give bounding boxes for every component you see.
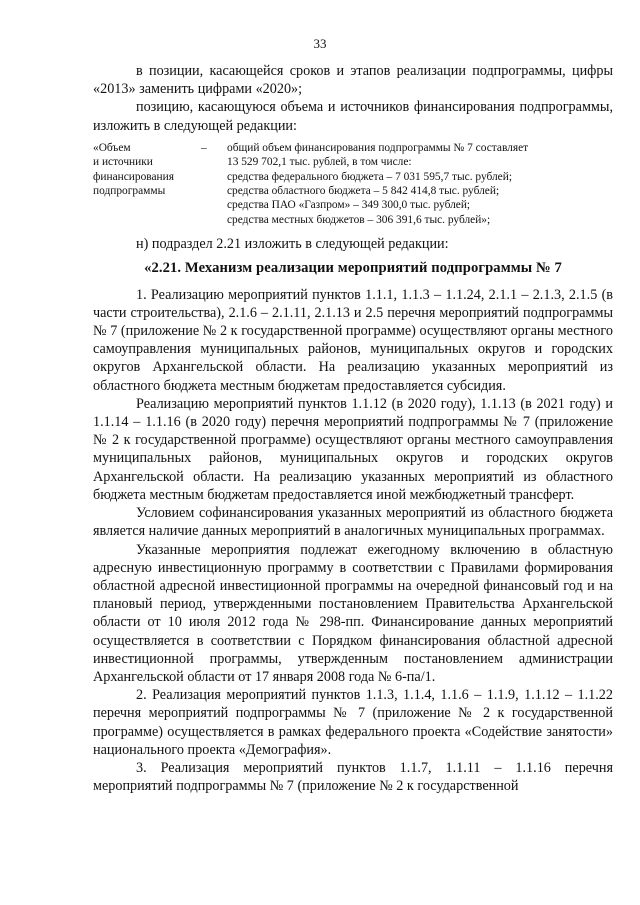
page-number: 33 <box>313 36 327 51</box>
finance-table-dash: – <box>201 141 207 154</box>
finance-table-values <box>227 141 613 227</box>
label-line: подпрограммы <box>93 185 166 198</box>
value-line: общий объем финансирования подпрограммы № 7 составляет <box>227 141 529 154</box>
finance-table <box>93 141 613 227</box>
section-heading: «2.21. Механизм реализации мероприятий подпрограммы № 7 <box>144 260 562 277</box>
document-body <box>93 62 613 795</box>
body-paragraph: 1. Реализацию мероприятий пунктов 1.1.1, 1.1.3 – 1.1.24, 2.1.1 – 2.1.3, 2.1.5 (в части строительства), 2.1.6 – 2.1.11, 2.1.13 и 2.5 перечня мероприятий подпрограммы № 7 (приложение № 2 к государственной программе) осуществляют органы местного самоуправления муниципальных районов, муниципальных округов и городских округов Архангельской области. На реализацию указанных мероприятий из областного бюджета местным бюджетам предоставляется субсидия. <box>93 286 613 394</box>
body-paragraph: Указанные мероприятия подлежат ежегодному включению в областную адресную инвестиционную программу в соответствии с Правилами формирования областной адресной инвестиционной программы на очередной финансовый год и на плановый период, утвержденными постановлением Правительства Архангельской области от 10 июля 2012 года № 298-пп. Финансирование данных мероприятий осуществляется в соответствии с Порядком финансирования областной адресной инвестиционной программы, утвержденным постановлением администрации Архангельской области от 17 января 2008 года № 6-па/1. <box>93 541 613 685</box>
body-paragraph: Реализацию мероприятий пунктов 1.1.12 (в 2020 году), 1.1.13 (в 2021 году) и 1.1.14 – 1.1.16 (в 2020 году) перечня мероприятий подпрограммы № 7 (приложение № 2 к государственной программе) осуществляют органы местного самоуправления муниципальных районов, муниципальных округов и городских округов Архангельской области. На реализацию указанных мероприятий из областного бюджета местным бюджетам предоставляется иной межбюджетный трансферт. <box>93 395 613 503</box>
subsection-note: н) подраздел 2.21 изложить в следующей редакции: <box>136 236 449 253</box>
label-line: «Объем <box>93 141 131 154</box>
body-paragraph: 2. Реализация мероприятий пунктов 1.1.3, 1.1.4, 1.1.6 – 1.1.9, 1.1.12 – 1.1.22 перечня мероприятий подпрограммы № 7 (приложение № 2 к государственной программе) осуществляется в рамках федерального проекта «Содействие занятости» национального проекта «Демография». <box>93 687 613 758</box>
body-paragraph: 3. Реализация мероприятий пунктов 1.1.7, 1.1.11 – 1.1.16 перечня мероприятий подпрограммы № 7 (приложение № 2 к государственной <box>93 759 613 795</box>
label-line: финансирования <box>93 170 174 183</box>
value-line: средства областного бюджета – 5 842 414,8 тыс. рублей; <box>227 185 500 198</box>
finance-table-label <box>93 141 201 227</box>
value-line: средства ПАО «Газпром» – 349 300,0 тыс. рублей; <box>227 199 471 212</box>
body-paragraph: Условием софинансирования указанных мероприятий из областного бюджета является наличие данных мероприятий в аналогичных муниципальных программах. <box>93 505 613 540</box>
intro-paragraph-2: позицию, касающуюся объема и источников финансирования подпрограммы, изложить в следующей редакции: <box>93 99 613 134</box>
value-line: 13 529 702,1 тыс. рублей, в том числе: <box>227 156 412 169</box>
value-line: средства федерального бюджета – 7 031 595,7 тыс. рублей; <box>227 170 513 183</box>
value-line: средства местных бюджетов – 306 391,6 тыс. рублей»; <box>227 213 491 226</box>
label-line: и источники <box>93 156 153 169</box>
intro-paragraph-1: в позиции, касающейся сроков и этапов реализации подпрограммы, цифры «2013» заменить цифрами «2020»; <box>93 63 613 98</box>
